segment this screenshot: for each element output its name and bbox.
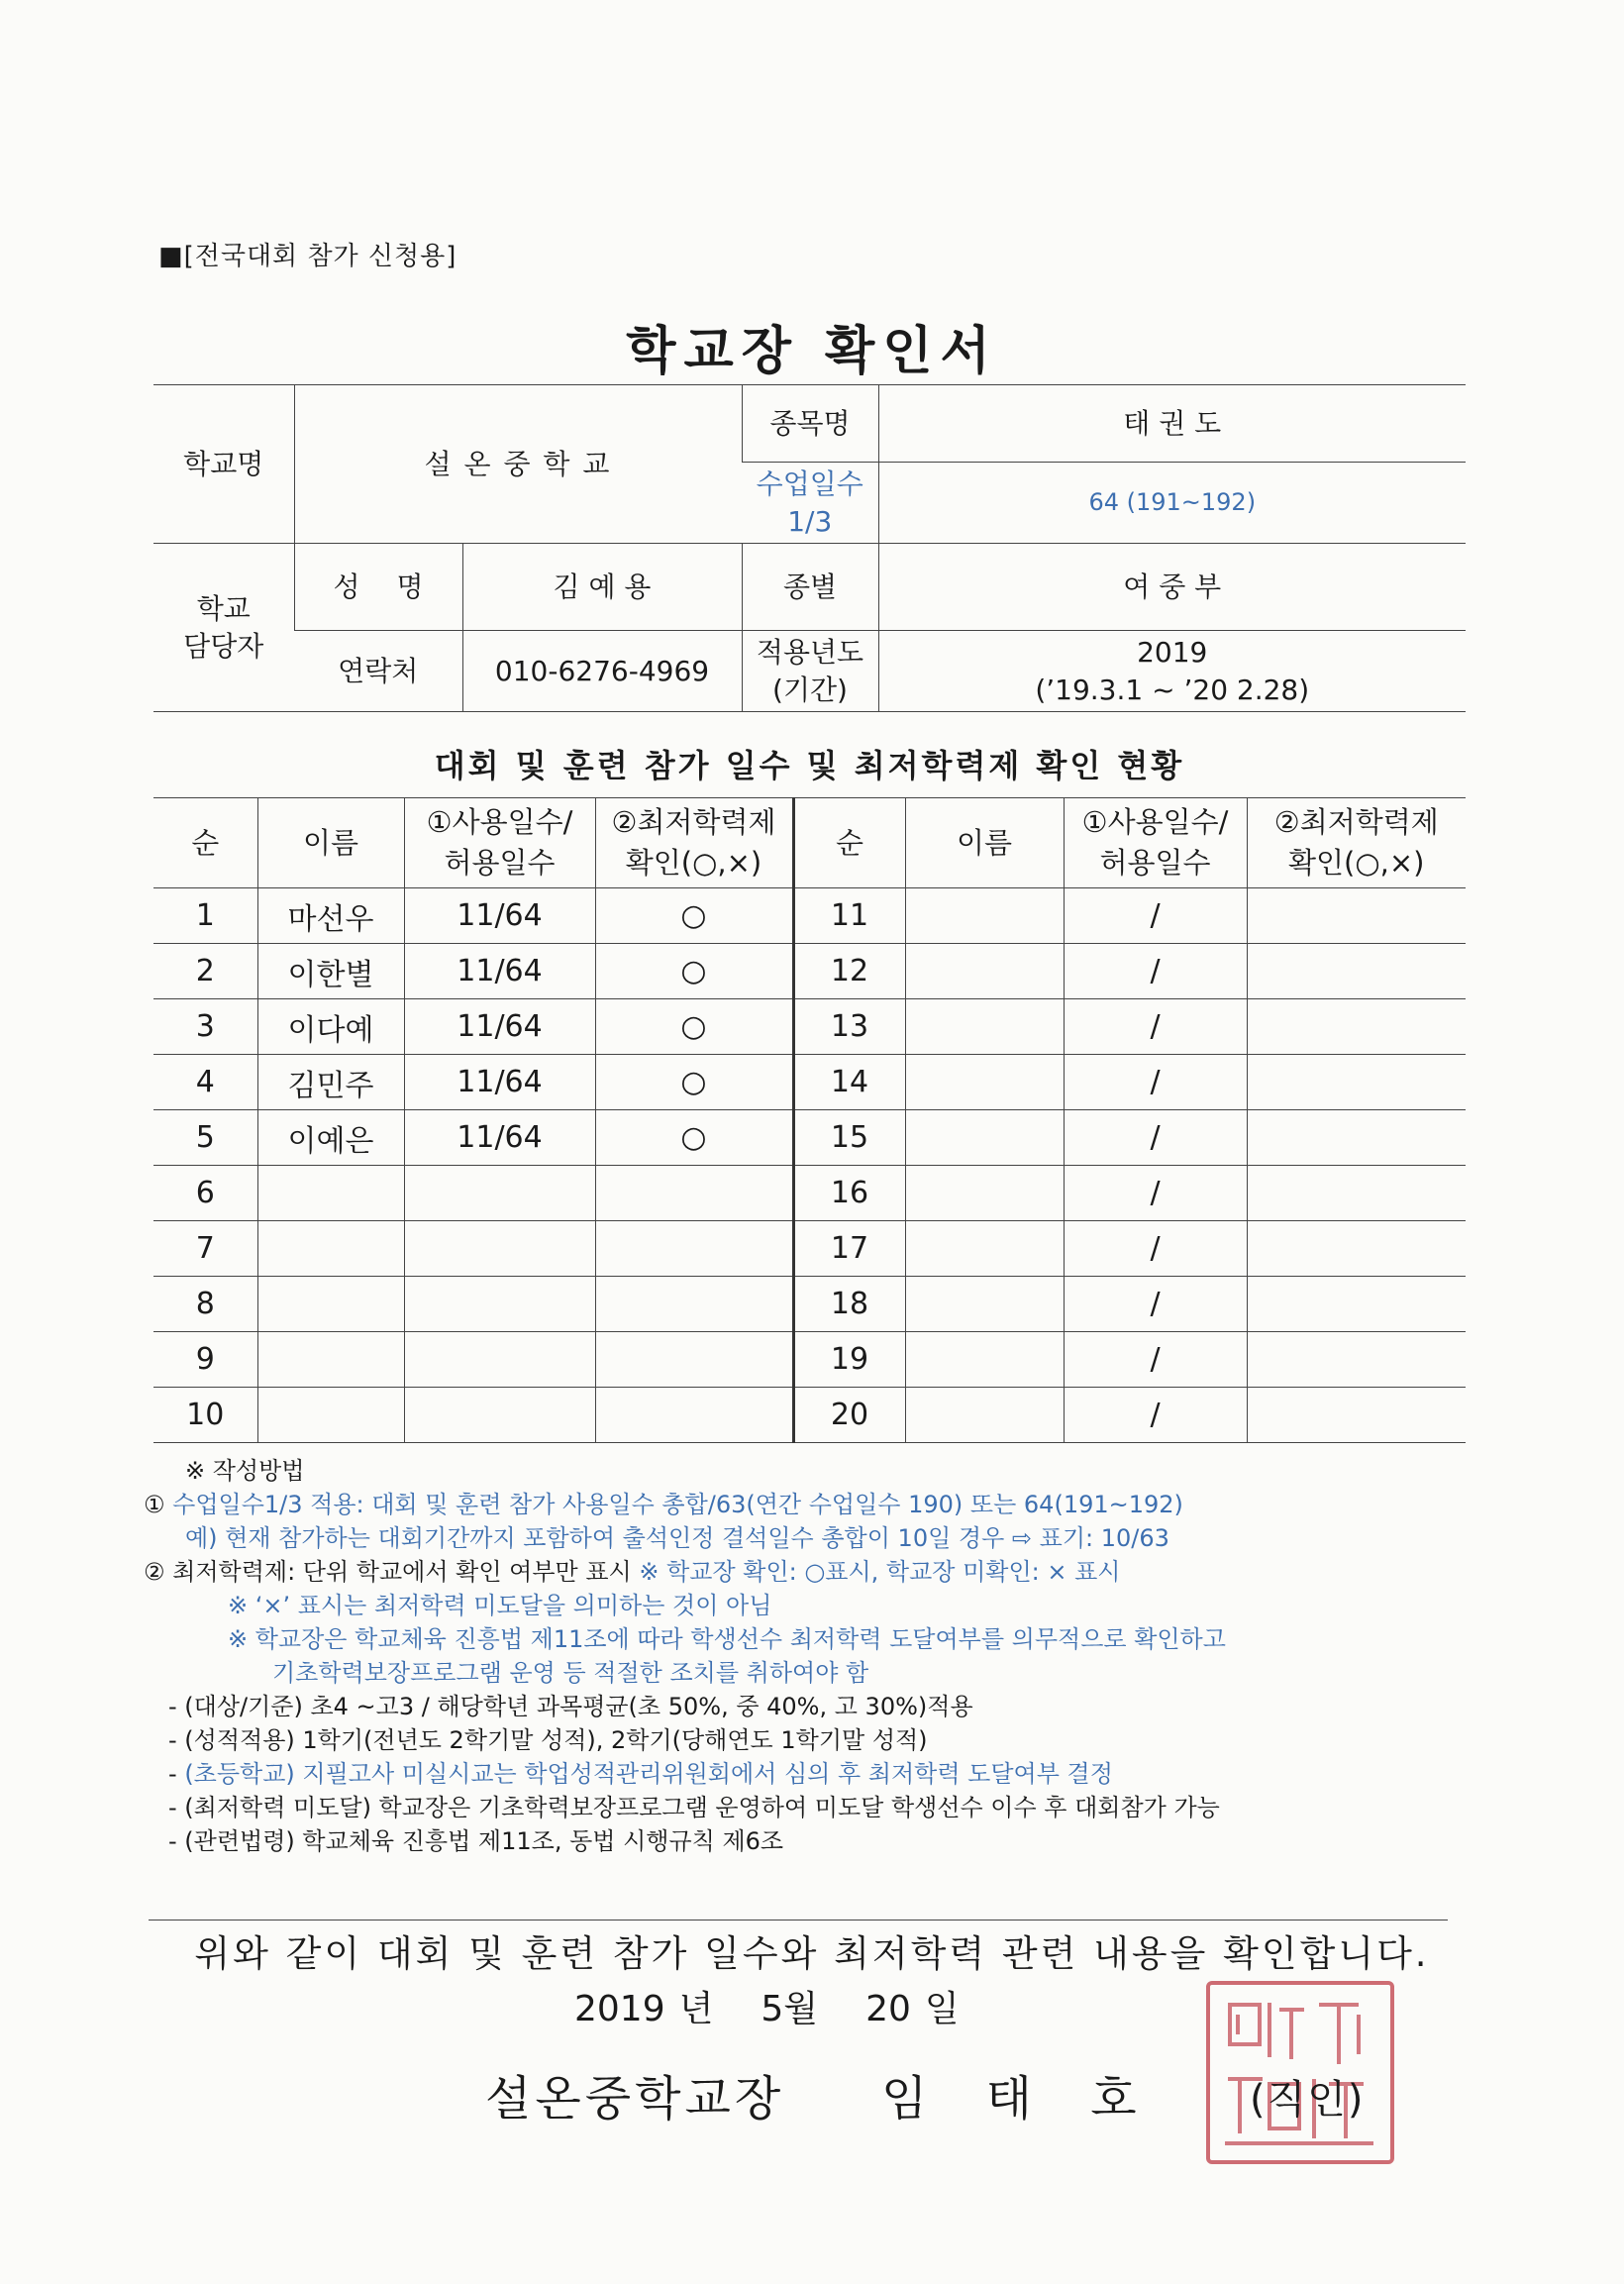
left-check-cell: [595, 1332, 793, 1388]
left-check-cell: ○: [595, 1110, 793, 1166]
right-name-cell: [905, 1388, 1064, 1443]
class-days-label: [742, 463, 878, 544]
note-1-line2: 예) 현재 참가하는 대회기간까지 포함하여 출석인정 결석일수 총합이 10일 경우 ⇨ 표기: 10/63: [185, 1524, 1169, 1552]
left-no-cell: 9: [153, 1332, 257, 1388]
left-name-cell: 김민주: [257, 1055, 404, 1110]
left-check-cell: [595, 1277, 793, 1332]
header-days-line2: 허용일수: [1099, 846, 1211, 880]
left-name-cell: [257, 1332, 404, 1388]
left-no-cell: 2: [153, 944, 257, 999]
right-days-cell: /: [1064, 1221, 1247, 1277]
date-day-unit: 일: [924, 1989, 960, 2029]
header-name-right: 이름: [905, 798, 1064, 888]
manager-label-line1: 학교: [196, 591, 251, 625]
class-days-label-line2: 1/3: [787, 504, 833, 538]
header-name-left: 이름: [257, 798, 404, 888]
contact-label: 연락처: [294, 631, 462, 712]
right-days-cell: /: [1064, 999, 1247, 1055]
left-name-cell: [257, 1166, 404, 1221]
left-no-cell: 1: [153, 888, 257, 944]
criteria-elementary: [144, 1757, 1490, 1791]
principal-title: 설온중학교장: [485, 2071, 785, 2127]
left-days-cell: [404, 1388, 595, 1443]
note-4-line1: ※ 학교장은 학교체육 진흥법 제11조에 따라 학생선수 최저학력 도달여부를 의무적으로 확인하고: [228, 1625, 1226, 1653]
header-days-line2: 허용일수: [444, 846, 556, 880]
left-days-cell: [404, 1166, 595, 1221]
header-check-line2: 확인(○,×): [625, 846, 762, 880]
left-check-cell: [595, 1388, 793, 1443]
right-check-cell: [1247, 888, 1466, 944]
confirmation-text: 위와 같이 대회 및 훈련 참가 일수와 최저학력 관련 내용을 확인합니다.: [194, 1932, 1430, 1975]
header-no-right: 순: [793, 798, 905, 888]
left-days-cell: 11/64: [404, 999, 595, 1055]
principal-name: 임 태 호: [881, 2071, 1159, 2127]
right-no-cell: 11: [793, 888, 905, 944]
school-info-table: [153, 384, 1466, 712]
left-days-cell: 11/64: [404, 944, 595, 999]
roster-body: [153, 888, 1466, 1443]
year-label: [742, 631, 878, 712]
left-no-cell: 10: [153, 1388, 257, 1443]
right-no-cell: 13: [793, 999, 905, 1055]
criteria-elementary-text: (초등학교) 지필고사 미실시교는 학업성적관리위원회에서 심의 후 최저학력 도달여부 결정: [184, 1760, 1113, 1788]
manager-name-label: 성 명: [294, 544, 462, 631]
right-days-cell: /: [1064, 1110, 1247, 1166]
document-title: 학교장 확인서: [626, 322, 998, 381]
header-no-left: 순: [153, 798, 257, 888]
right-no-cell: 17: [793, 1221, 905, 1277]
right-days-cell: /: [1064, 1166, 1247, 1221]
left-check-cell: ○: [595, 944, 793, 999]
right-no-cell: 12: [793, 944, 905, 999]
year-period: (’19.3.1 ~ ’20 2.28): [1035, 673, 1310, 706]
right-name-cell: [905, 888, 1064, 944]
right-name-cell: [905, 1166, 1064, 1221]
notes-heading: ※ 작성방법: [185, 1457, 305, 1485]
left-no-cell: 7: [153, 1221, 257, 1277]
class-days-value: 64 (191~192): [878, 463, 1466, 544]
note-2-blue: ※ 학교장 확인: ○표시, 학교장 미확인: × 표시: [639, 1558, 1121, 1586]
right-no-cell: 16: [793, 1166, 905, 1221]
left-days-cell: [404, 1221, 595, 1277]
right-check-cell: [1247, 999, 1466, 1055]
left-days-cell: [404, 1332, 595, 1388]
left-days-cell: 11/64: [404, 888, 595, 944]
left-name-cell: 마선우: [257, 888, 404, 944]
header-check-right: [1247, 798, 1466, 888]
right-name-cell: [905, 1332, 1064, 1388]
left-name-cell: 이한별: [257, 944, 404, 999]
note-2-marker: ②: [144, 1558, 165, 1586]
header-check-left: [595, 798, 793, 888]
left-days-cell: 11/64: [404, 1055, 595, 1110]
note-4-line2-text: 기초학력보장프로그램 운영 등 적절한 조치를 취하여야 함: [272, 1659, 869, 1687]
left-no-cell: 3: [153, 999, 257, 1055]
roster-table: [153, 797, 1466, 1443]
header-check-line1: ②최저학력제: [1273, 805, 1439, 840]
left-days-cell: 11/64: [404, 1110, 595, 1166]
date-year-unit: 년: [678, 1989, 714, 2029]
right-no-cell: 20: [793, 1388, 905, 1443]
class-days-label-line1: 수업일수: [756, 467, 863, 500]
header-days-left: [404, 798, 595, 888]
left-name-cell: 이다예: [257, 999, 404, 1055]
left-check-cell: [595, 1166, 793, 1221]
table-row: [153, 999, 1466, 1055]
left-name-cell: [257, 1221, 404, 1277]
manager-label: [153, 544, 294, 712]
year-label-line1: 적용년도: [756, 635, 864, 669]
date-day: 20: [865, 1989, 911, 2029]
sport-value: 태 권 도: [878, 385, 1466, 463]
left-no-cell: 4: [153, 1055, 257, 1110]
right-check-cell: [1247, 1388, 1466, 1443]
contact-value: 010-6276-4969: [462, 631, 742, 712]
left-check-cell: ○: [595, 999, 793, 1055]
manager-name-value: 김 예 용: [462, 544, 742, 631]
right-days-cell: /: [1064, 1277, 1247, 1332]
date-month: 5월: [761, 1989, 819, 2029]
section-title: 대회 및 훈련 참가 일수 및 최저학력제 확인 현황: [434, 747, 1185, 784]
right-check-cell: [1247, 1221, 1466, 1277]
criteria-law: - (관련법령) 학교체육 진흥법 제11조, 동법 시행규칙 제6조: [168, 1827, 784, 1855]
right-check-cell: [1247, 1332, 1466, 1388]
table-row: [153, 888, 1466, 944]
left-check-cell: [595, 1221, 793, 1277]
note-1-marker: ①: [144, 1491, 165, 1518]
right-days-cell: /: [1064, 1388, 1247, 1443]
right-check-cell: [1247, 944, 1466, 999]
left-check-cell: ○: [595, 1055, 793, 1110]
table-row: [153, 1166, 1466, 1221]
year-value-line1: 2019: [1137, 635, 1208, 669]
sport-label: 종목명: [742, 385, 878, 463]
application-tag: ■[전국대회 참가 신청용]: [158, 242, 457, 271]
right-no-cell: 14: [793, 1055, 905, 1110]
criteria-target: - (대상/기준) 초4 ~고3 / 해당학년 과목평균(초 50%, 중 40%, 고 30%)적용: [168, 1693, 973, 1720]
category-value: 여 중 부: [878, 544, 1466, 631]
criteria-failed: - (최저학력 미도달) 학교장은 기초학력보장프로그램 운영하여 미도달 학생선수 이수 후 대회참가 가능: [168, 1794, 1220, 1821]
right-days-cell: /: [1064, 888, 1247, 944]
left-name-cell: [257, 1277, 404, 1332]
year-label-line2: (기간): [772, 673, 848, 706]
note-1-line1: 수업일수1/3 적용: 대회 및 훈련 참가 사용일수 총합/63(연간 수업일수 190) 또는 64(191~192): [172, 1491, 1183, 1518]
table-row: [153, 944, 1466, 999]
table-row: [153, 1332, 1466, 1388]
date-year: 2019: [574, 1989, 665, 2029]
right-name-cell: [905, 1277, 1064, 1332]
note-2-text: 최저학력제: 단위 학교에서 확인 여부만 표시: [172, 1558, 632, 1586]
divider: [149, 1920, 1448, 1921]
note-4-line2: [144, 1656, 1490, 1690]
header-check-line2: 확인(○,×): [1288, 846, 1425, 880]
right-name-cell: [905, 1055, 1064, 1110]
header-days-line1: ①사용일수/: [426, 805, 573, 840]
criteria-grades: - (성적적용) 1학기(전년도 2학기말 성적), 2학기(당해연도 1학기말 성적): [168, 1726, 928, 1754]
right-check-cell: [1247, 1110, 1466, 1166]
year-value: [878, 631, 1466, 712]
right-name-cell: [905, 1221, 1064, 1277]
table-row: [153, 1388, 1466, 1443]
right-days-cell: /: [1064, 1055, 1247, 1110]
left-no-cell: 5: [153, 1110, 257, 1166]
seal-label: (직인): [1250, 2077, 1366, 2123]
left-name-cell: [257, 1388, 404, 1443]
manager-label-line2: 담당자: [183, 629, 264, 663]
header-days-right: [1064, 798, 1247, 888]
right-name-cell: [905, 999, 1064, 1055]
table-row: [153, 1277, 1466, 1332]
note-2: [144, 1555, 1490, 1589]
right-days-cell: /: [1064, 1332, 1247, 1388]
left-no-cell: 6: [153, 1166, 257, 1221]
table-row: [153, 1110, 1466, 1166]
left-no-cell: 8: [153, 1277, 257, 1332]
left-name-cell: 이예은: [257, 1110, 404, 1166]
right-no-cell: 15: [793, 1110, 905, 1166]
header-days-line1: ①사용일수/: [1081, 805, 1229, 840]
right-name-cell: [905, 944, 1064, 999]
note-1: [144, 1488, 1490, 1521]
header-check-line1: ②최저학력제: [611, 805, 776, 840]
right-check-cell: [1247, 1277, 1466, 1332]
category-label: 종별: [742, 544, 878, 631]
table-row: [153, 1221, 1466, 1277]
criteria-elementary-dash: -: [168, 1760, 177, 1788]
note-3: ※ ‘×’ 표시는 최저학력 미도달을 의미하는 것이 아님: [228, 1592, 772, 1619]
school-name-label: 학교명: [153, 385, 294, 544]
right-days-cell: /: [1064, 944, 1247, 999]
right-no-cell: 18: [793, 1277, 905, 1332]
issue-date: [574, 1981, 973, 2031]
left-check-cell: ○: [595, 888, 793, 944]
right-no-cell: 19: [793, 1332, 905, 1388]
table-row: [153, 1055, 1466, 1110]
instructions: [144, 1454, 1490, 1858]
right-check-cell: [1247, 1166, 1466, 1221]
left-days-cell: [404, 1277, 595, 1332]
school-name-value: 설 온 중 학 교: [294, 385, 742, 544]
right-check-cell: [1247, 1055, 1466, 1110]
right-name-cell: [905, 1110, 1064, 1166]
